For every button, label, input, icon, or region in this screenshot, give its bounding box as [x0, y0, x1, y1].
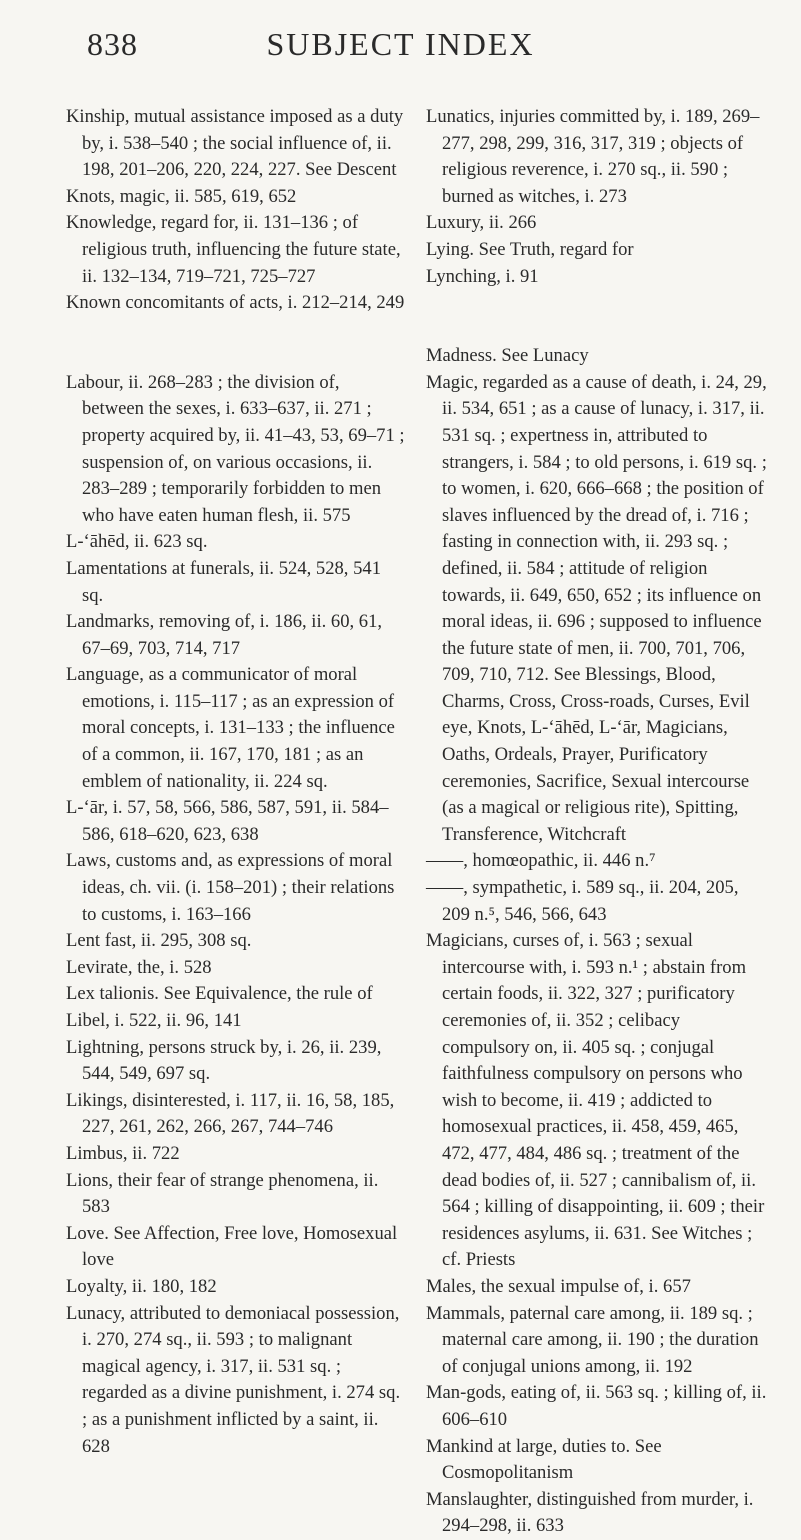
- index-entry: Language, as a communicator of moral emotions, i. 115–117 ; as an expression of moral concepts, i. 131–133 ; the influence of a common, ii. 167, 170, 181 ; as an emblem of nationality, ii. 224 sq.: [66, 664, 395, 792]
- index-entry: Libel, i. 522, ii. 96, 141: [66, 1010, 242, 1031]
- index-entry: Lynching, i. 91: [426, 265, 539, 287]
- index-entry: Laws, customs and, as expressions of moral ideas, ch. vii. (i. 158–201) ; their relations to customs, i. 163–166: [66, 850, 395, 925]
- index-entry: L-‘ār, i. 57, 58, 566, 586, 587, 591, ii. 584–586, 618–620, 623, 638: [66, 797, 389, 845]
- index-entry: Kinship, mutual assistance imposed as a duty by, i. 538–540 ; the social influence of, ii. 198, 201–206, 220, 224, 227. See Descent: [66, 106, 404, 181]
- index-entry: Man-gods, eating of, ii. 563 sq. ; killing of, ii. 606–610: [426, 1382, 767, 1430]
- index-entry: Mankind at large, duties to. See Cosmopolitanism: [426, 1435, 662, 1484]
- running-title: SUBJECT INDEX: [266, 26, 535, 62]
- index-entry: Knots, magic, ii. 585, 619, 652: [66, 185, 297, 207]
- index-entry: Labour, ii. 268–283 ; the division of, between the sexes, i. 633–637, ii. 271 ; property acquired by, ii. 41–43, 53, 69–71 ; suspension of, on various occasions, ii. 283–289 ; temporarily forbidden to men who have eaten human flesh, ii. 575: [66, 371, 405, 526]
- index-entry: Mammals, paternal care among, ii. 189 sq. ; maternal care among, ii. 190 ; the duration of conjugal unions among, ii. 192: [426, 1302, 759, 1377]
- page-number: 838: [87, 26, 138, 62]
- index-entry: Males, the sexual impulse of, i. 657: [426, 1275, 691, 1297]
- index-column-right: [426, 104, 768, 1540]
- index-entry: Knowledge, regard for, ii. 131–136 ; of religious truth, influencing the future state, ii. 132–134, 719–721, 725–727: [66, 212, 401, 287]
- index-entry: Magicians, curses of, i. 563 ; sexual intercourse with, i. 593 n.¹ ; abstain from certain foods, ii. 322, 327 ; purificatory ceremonies of, ii. 352 ; celibacy compulsory on, ii. 405 sq. ; conjugal faithfulness compulsory on persons who wish to become, ii. 419 ; addicted to homosexual practices, ii. 458, 459, 465, 472, 477, 484, 486 sq. ; treatment of the dead bodies of, ii. 527 ; cannibalism of, ii. 564 ; killing of disappointing, ii. 609 ; their residences asylums, ii. 631. See Witches ; cf. Priests: [426, 930, 765, 1271]
- index-column-left: [66, 104, 406, 1460]
- index-entry: Manslaughter, distinguished from murder, i. 294–298, ii. 633: [426, 1488, 754, 1537]
- index-entry: ——, sympathetic, i. 589 sq., ii. 204, 205, 209 n.⁵, 546, 566, 643: [426, 877, 739, 925]
- index-entry: Lions, their fear of strange phenomena, ii. 583: [66, 1169, 379, 1218]
- index-entry: Love. See Affection, Free love, Homosexual love: [66, 1222, 398, 1271]
- index-entry: Magic, regarded as a cause of death, i. 24, 29, ii. 534, 651 ; as a cause of lunacy, i. 317, ii. 531 sq. ; expertness in, attributed to strangers, i. 584 ; to old persons, i. 619 sq. ; to women, i. 620, 666–668 ; the position of slaves influenced by the dread of, i. 716 ; fasting in connection with, ii. 293 sq. ; defined, ii. 584 ; attitude of religion towards, ii. 649, 650, 652 ; its influence on moral ideas, ii. 696 ; supposed to influence the future state of men, ii. 700, 701, 706, 709, 710, 712. See Blessings, Blood, Charms, Cross, Cross-roads, Curses, Evil eye, Knots, L-‘āhēd, L-‘ār, Magicians, Oaths, Ordeals, Prayer, Purificatory ceremonies, Sacrifice, Sexual intercourse (as a magical or religious rite), Spitting, Transference, Witchcraft: [426, 371, 767, 845]
- index-entry: Lunacy, attributed to demoniacal possession, i. 270, 274 sq., ii. 593 ; to malignant magical agency, i. 317, ii. 531 sq. ; regarded as a divine punishment, i. 274 sq. ; as a punishment inflicted by a saint, ii. 628: [66, 1302, 401, 1457]
- index-entry: Lunatics, injuries committed by, i. 189, 269–277, 298, 299, 316, 317, 319 ; objects of religious reverence, i. 270 sq., ii. 590 ; burned as witches, i. 273: [426, 106, 760, 207]
- index-entry: Lex talionis. See Equivalence, the rule of: [66, 983, 373, 1005]
- index-entry: Landmarks, removing of, i. 186, ii. 60, 61, 67–69, 703, 714, 717: [66, 611, 383, 659]
- index-entry: Lying. See Truth, regard for: [426, 238, 634, 260]
- index-entry: Lamentations at funerals, ii. 524, 528, 541 sq.: [66, 557, 381, 606]
- index-entry: Levirate, the, i. 528: [66, 956, 212, 978]
- index-entry: Limbus, ii. 722: [66, 1142, 180, 1164]
- index-entry: ——, homœopathic, ii. 446 n.⁷: [426, 850, 656, 872]
- index-entry: Lent fast, ii. 295, 308 sq.: [66, 930, 252, 952]
- index-entry: L-‘āhēd, ii. 623 sq.: [66, 531, 208, 553]
- index-entry: Likings, disinterested, i. 117, ii. 16, 58, 185, 227, 261, 262, 266, 267, 744–746: [66, 1089, 395, 1138]
- index-entry: Known concomitants of acts, i. 212–214, 249: [66, 292, 405, 314]
- page-header: [0, 26, 801, 76]
- index-entry: Madness. See Lunacy: [426, 345, 589, 367]
- index-entry: Lightning, persons struck by, i. 26, ii. 239, 544, 549, 697 sq.: [66, 1036, 382, 1085]
- index-entry: Loyalty, ii. 180, 182: [66, 1275, 217, 1297]
- index-entry: Luxury, ii. 266: [426, 212, 537, 234]
